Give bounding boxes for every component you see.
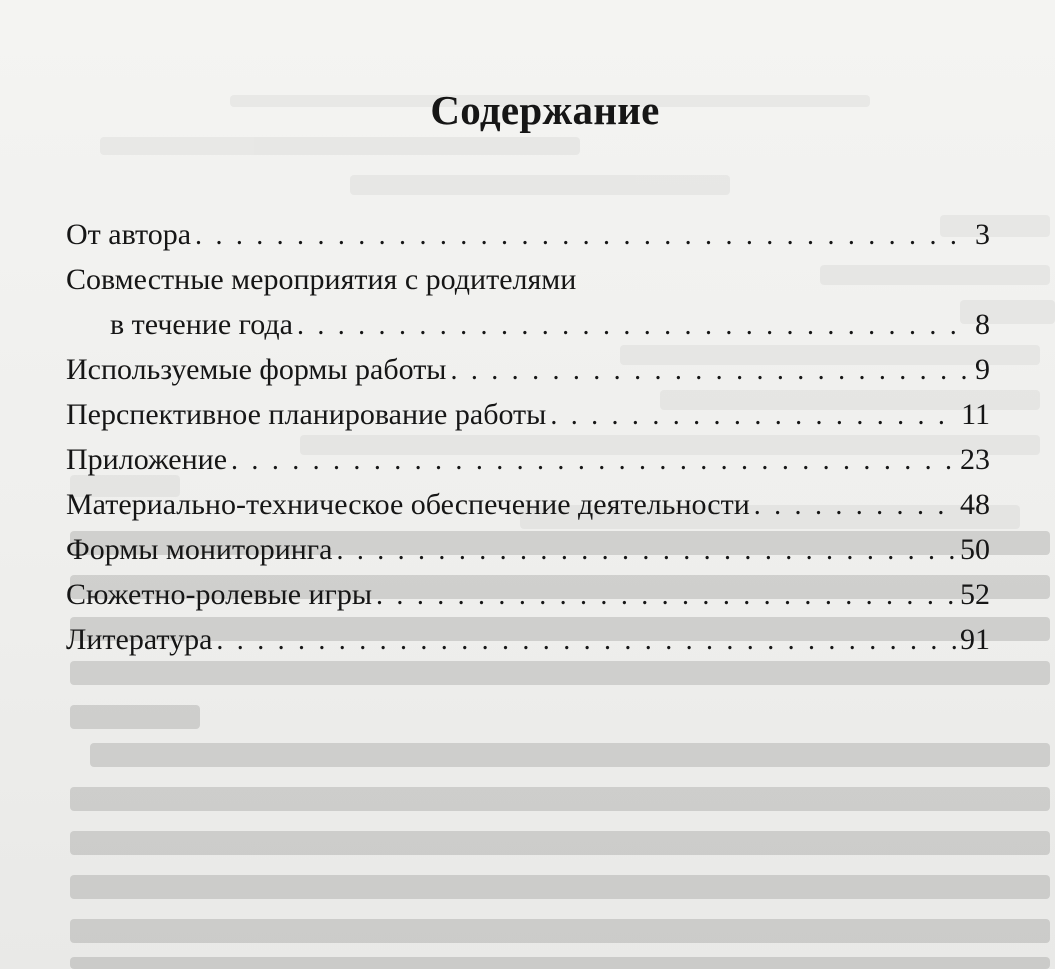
toc-entry-title: Сюжетно-ролевые игры (66, 578, 373, 611)
toc-dot-leader (231, 438, 957, 483)
toc-entry-title: Формы мониторинга (66, 533, 333, 566)
toc-dot-leader (297, 303, 972, 348)
toc-entry-title: Перспективное планирование работы (66, 398, 547, 431)
toc-page-number: 8 (975, 308, 990, 341)
toc-dot-leader (550, 393, 958, 438)
toc-entry-igry (66, 572, 990, 617)
toc-dot-leader (195, 213, 972, 258)
toc-entry-planirovanie (66, 392, 990, 437)
toc-entry-title: Используемые формы работы (66, 353, 447, 386)
toc-dot-leader (216, 618, 957, 663)
toc-page-number: 11 (961, 398, 990, 431)
toc-entry-title: Материально-техническое обеспечение деятельности (66, 488, 750, 521)
toc-entry-literatura (66, 617, 990, 662)
toc-page-number: 3 (975, 218, 990, 251)
toc-dot-leader (754, 483, 957, 528)
toc-dot-leader (376, 573, 957, 618)
toc-dot-leader (450, 348, 972, 393)
toc-entry-monitoring (66, 527, 990, 572)
table-of-contents (66, 212, 990, 662)
page-title: Содержание (430, 87, 660, 133)
toc-dot-leader (336, 528, 957, 573)
toc-page-number: 48 (960, 488, 990, 521)
toc-page-number: 23 (960, 443, 990, 476)
toc-entry-sovmestnye-meropriyatiya (66, 257, 990, 302)
toc-entry-prilozhenie (66, 437, 990, 482)
toc-page-number: 91 (960, 623, 990, 656)
toc-entry-title-continuation: в течение года (110, 308, 293, 341)
toc-page-number: 52 (960, 578, 990, 611)
toc-entry-formy-raboty (66, 347, 990, 392)
toc-entry-obespechenie (66, 482, 990, 527)
toc-entry-ot-avtora (66, 212, 990, 257)
toc-entry-title: Совместные мероприятия с родителями (66, 263, 577, 296)
toc-page-number: 9 (975, 353, 990, 386)
toc-entry-title: От автора (66, 218, 192, 251)
toc-entry-title: Литература (66, 623, 213, 656)
toc-entry-continuation (66, 302, 990, 347)
toc-entry-title: Приложение (66, 443, 228, 476)
toc-page-number: 50 (960, 533, 990, 566)
